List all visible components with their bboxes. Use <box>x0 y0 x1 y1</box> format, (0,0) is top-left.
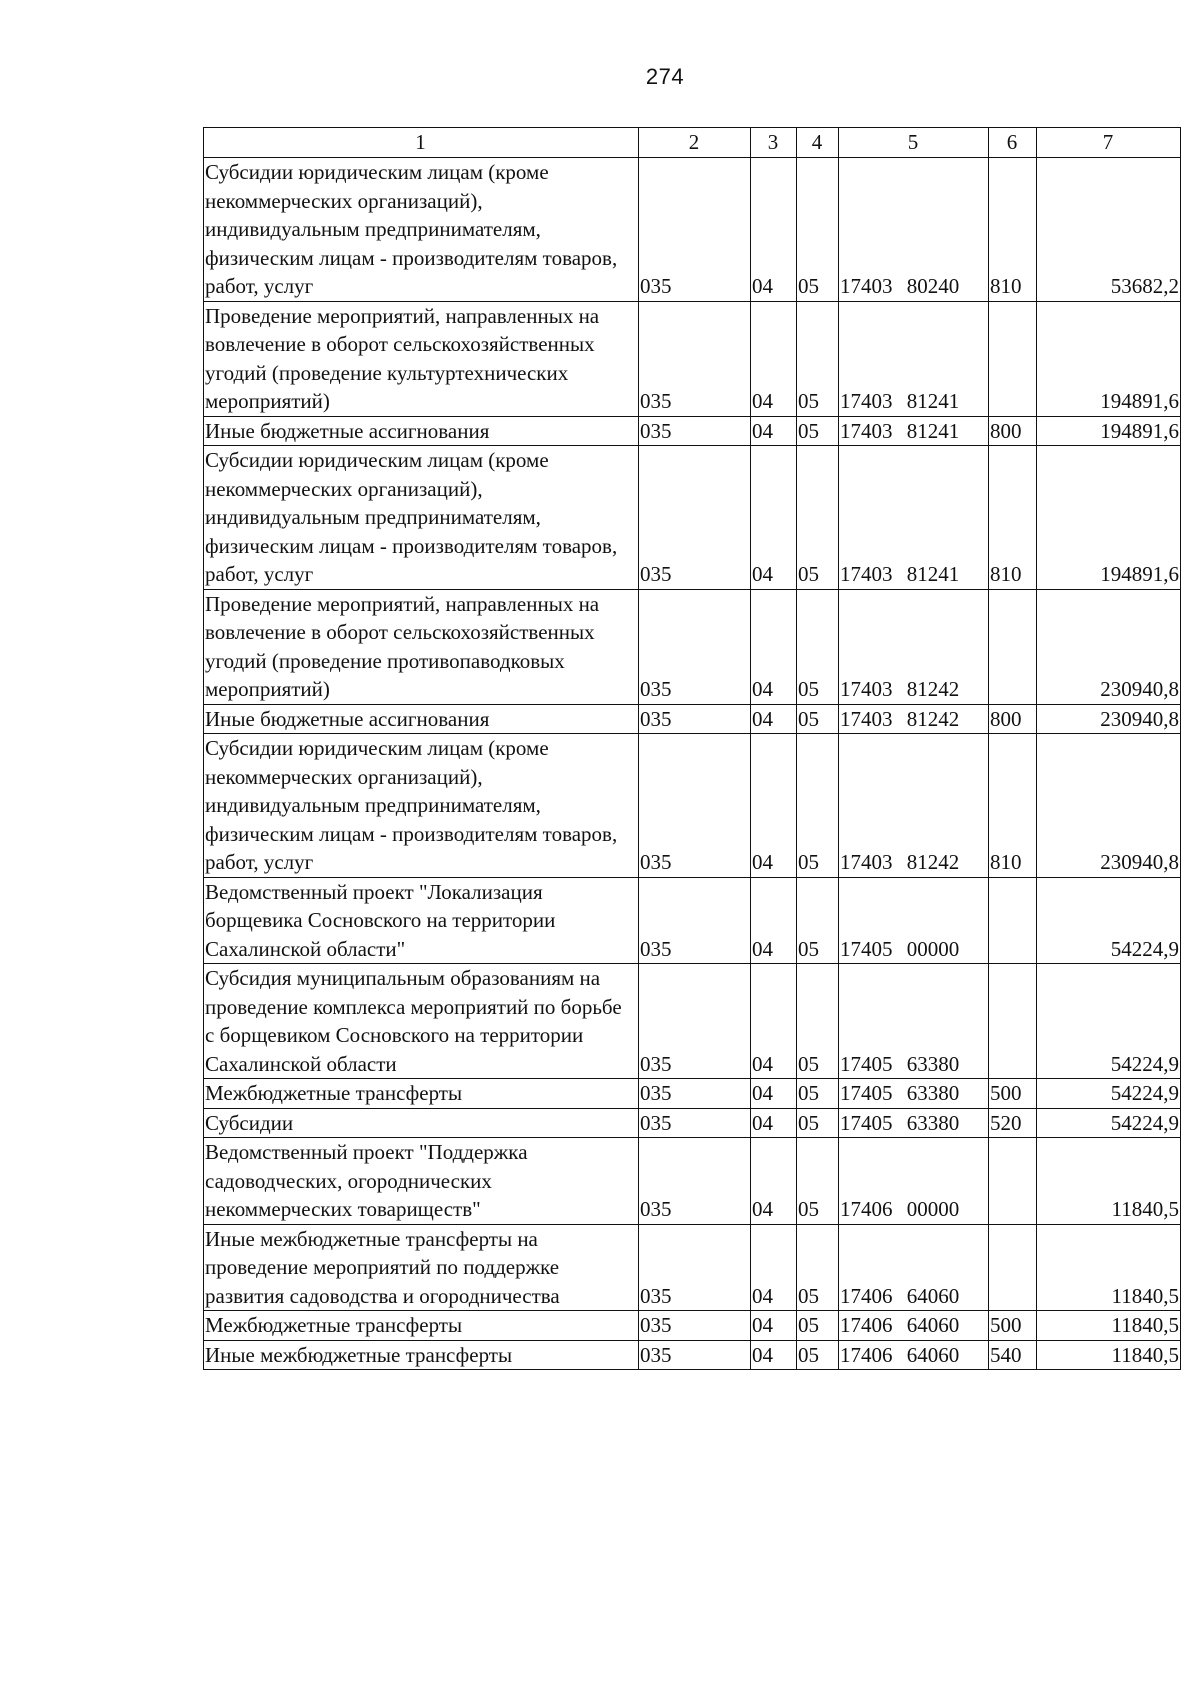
target-article-cell: 17403 81242 <box>839 704 989 734</box>
item-name-cell: Межбюджетные трансферты <box>204 1311 639 1341</box>
admin-code-cell: 035 <box>639 301 751 416</box>
section-cell: 04 <box>751 1079 797 1109</box>
subsection-cell: 05 <box>797 416 839 446</box>
item-name-cell: Субсидии <box>204 1108 639 1138</box>
target-article-cell: 17406 00000 <box>839 1138 989 1225</box>
admin-code-cell: 035 <box>639 1108 751 1138</box>
admin-code-cell: 035 <box>639 1138 751 1225</box>
target-article-cell: 17403 80240 <box>839 158 989 302</box>
table-row <box>204 877 1181 964</box>
section-cell: 04 <box>751 1340 797 1370</box>
table-row <box>204 704 1181 734</box>
table-row <box>204 1340 1181 1370</box>
budget-table <box>203 127 1181 1370</box>
amount-cell: 194891,6 <box>1037 416 1181 446</box>
expense-type-cell: 500 <box>989 1079 1037 1109</box>
section-cell: 04 <box>751 704 797 734</box>
column-header: 7 <box>1037 128 1181 158</box>
subsection-cell: 05 <box>797 446 839 590</box>
target-article-cell: 17405 63380 <box>839 964 989 1079</box>
expense-type-cell <box>989 1138 1037 1225</box>
admin-code-cell: 035 <box>639 1340 751 1370</box>
target-article-cell: 17405 63380 <box>839 1079 989 1109</box>
admin-code-cell: 035 <box>639 446 751 590</box>
amount-cell: 54224,9 <box>1037 964 1181 1079</box>
column-header: 2 <box>639 128 751 158</box>
item-name-cell: Иные межбюджетные трансферты <box>204 1340 639 1370</box>
admin-code-cell: 035 <box>639 734 751 878</box>
amount-cell: 230940,8 <box>1037 589 1181 704</box>
expense-type-cell <box>989 589 1037 704</box>
expense-type-cell <box>989 301 1037 416</box>
expense-type-cell: 800 <box>989 704 1037 734</box>
amount-cell: 11840,5 <box>1037 1224 1181 1311</box>
table-row <box>204 1108 1181 1138</box>
expense-type-cell <box>989 877 1037 964</box>
table-row <box>204 1311 1181 1341</box>
expense-type-cell: 810 <box>989 158 1037 302</box>
section-cell: 04 <box>751 416 797 446</box>
admin-code-cell: 035 <box>639 1079 751 1109</box>
admin-code-cell: 035 <box>639 964 751 1079</box>
table-row <box>204 1138 1181 1225</box>
item-name-cell: Иные бюджетные ассигнования <box>204 416 639 446</box>
amount-cell: 194891,6 <box>1037 301 1181 416</box>
item-name-cell: Субсидия муниципальным образованиям на проведение комплекса мероприятий по борьбе с борщевиком Сосновского на территории Сахалинской области <box>204 964 639 1079</box>
subsection-cell: 05 <box>797 1311 839 1341</box>
target-article-cell: 17405 00000 <box>839 877 989 964</box>
item-name-cell: Иные бюджетные ассигнования <box>204 704 639 734</box>
column-header: 1 <box>204 128 639 158</box>
section-cell: 04 <box>751 1108 797 1138</box>
section-cell: 04 <box>751 734 797 878</box>
admin-code-cell: 035 <box>639 877 751 964</box>
target-article-cell: 17403 81242 <box>839 589 989 704</box>
item-name-cell: Иные межбюджетные трансферты на проведение мероприятий по поддержке развития садоводства и огородничества <box>204 1224 639 1311</box>
admin-code-cell: 035 <box>639 1311 751 1341</box>
item-name-cell: Ведомственный проект "Поддержка садоводческих, огороднических некоммерческих товариществ" <box>204 1138 639 1225</box>
expense-type-cell: 540 <box>989 1340 1037 1370</box>
column-header: 5 <box>839 128 989 158</box>
section-cell: 04 <box>751 1224 797 1311</box>
amount-cell: 11840,5 <box>1037 1311 1181 1341</box>
header-row <box>204 128 1181 158</box>
subsection-cell: 05 <box>797 704 839 734</box>
subsection-cell: 05 <box>797 301 839 416</box>
item-name-cell: Субсидии юридическим лицам (кроме некоммерческих организаций), индивидуальным предпринимателям, физическим лицам - производителям товаров, работ, услуг <box>204 734 639 878</box>
target-article-cell: 17406 64060 <box>839 1311 989 1341</box>
subsection-cell: 05 <box>797 1224 839 1311</box>
subsection-cell: 05 <box>797 1079 839 1109</box>
item-name-cell: Межбюджетные трансферты <box>204 1079 639 1109</box>
admin-code-cell: 035 <box>639 1224 751 1311</box>
expense-type-cell: 810 <box>989 734 1037 878</box>
item-name-cell: Проведение мероприятий, направленных на вовлечение в оборот сельскохозяйственных угодий (проведение культуртехнических мероприятий) <box>204 301 639 416</box>
section-cell: 04 <box>751 301 797 416</box>
item-name-cell: Ведомственный проект "Локализация борщевика Сосновского на территории Сахалинской области" <box>204 877 639 964</box>
subsection-cell: 05 <box>797 1138 839 1225</box>
subsection-cell: 05 <box>797 734 839 878</box>
table-row <box>204 1224 1181 1311</box>
table-row <box>204 1079 1181 1109</box>
table-row <box>204 734 1181 878</box>
target-article-cell: 17406 64060 <box>839 1340 989 1370</box>
subsection-cell: 05 <box>797 589 839 704</box>
amount-cell: 54224,9 <box>1037 1079 1181 1109</box>
subsection-cell: 05 <box>797 158 839 302</box>
table-body <box>204 158 1181 1370</box>
amount-cell: 194891,6 <box>1037 446 1181 590</box>
table-row <box>204 301 1181 416</box>
subsection-cell: 05 <box>797 964 839 1079</box>
section-cell: 04 <box>751 589 797 704</box>
amount-cell: 230940,8 <box>1037 734 1181 878</box>
subsection-cell: 05 <box>797 1340 839 1370</box>
amount-cell: 53682,2 <box>1037 158 1181 302</box>
section-cell: 04 <box>751 877 797 964</box>
target-article-cell: 17403 81241 <box>839 446 989 590</box>
expense-type-cell <box>989 1224 1037 1311</box>
expense-type-cell: 500 <box>989 1311 1037 1341</box>
table-row <box>204 158 1181 302</box>
target-article-cell: 17403 81241 <box>839 301 989 416</box>
item-name-cell: Субсидии юридическим лицам (кроме некоммерческих организаций), индивидуальным предпринимателям, физическим лицам - производителям товаров, работ, услуг <box>204 158 639 302</box>
amount-cell: 230940,8 <box>1037 704 1181 734</box>
expense-type-cell: 520 <box>989 1108 1037 1138</box>
section-cell: 04 <box>751 446 797 590</box>
target-article-cell: 17405 63380 <box>839 1108 989 1138</box>
amount-cell: 11840,5 <box>1037 1138 1181 1225</box>
section-cell: 04 <box>751 964 797 1079</box>
amount-cell: 54224,9 <box>1037 877 1181 964</box>
amount-cell: 11840,5 <box>1037 1340 1181 1370</box>
expense-type-cell: 810 <box>989 446 1037 590</box>
column-header: 4 <box>797 128 839 158</box>
section-cell: 04 <box>751 1311 797 1341</box>
admin-code-cell: 035 <box>639 704 751 734</box>
page-number: 274 <box>645 64 685 89</box>
expense-type-cell: 800 <box>989 416 1037 446</box>
table-row <box>204 416 1181 446</box>
admin-code-cell: 035 <box>639 158 751 302</box>
column-header: 3 <box>751 128 797 158</box>
item-name-cell: Субсидии юридическим лицам (кроме некоммерческих организаций), индивидуальным предпринимателям, физическим лицам - производителям товаров, работ, услуг <box>204 446 639 590</box>
target-article-cell: 17406 64060 <box>839 1224 989 1311</box>
column-header: 6 <box>989 128 1037 158</box>
admin-code-cell: 035 <box>639 416 751 446</box>
target-article-cell: 17403 81242 <box>839 734 989 878</box>
table-row <box>204 589 1181 704</box>
expense-type-cell <box>989 964 1037 1079</box>
section-cell: 04 <box>751 158 797 302</box>
table-row <box>204 964 1181 1079</box>
amount-cell: 54224,9 <box>1037 1108 1181 1138</box>
section-cell: 04 <box>751 1138 797 1225</box>
item-name-cell: Проведение мероприятий, направленных на вовлечение в оборот сельскохозяйственных угодий (проведение противопаводковых мероприятий) <box>204 589 639 704</box>
subsection-cell: 05 <box>797 1108 839 1138</box>
admin-code-cell: 035 <box>639 589 751 704</box>
table-row <box>204 446 1181 590</box>
subsection-cell: 05 <box>797 877 839 964</box>
target-article-cell: 17403 81241 <box>839 416 989 446</box>
